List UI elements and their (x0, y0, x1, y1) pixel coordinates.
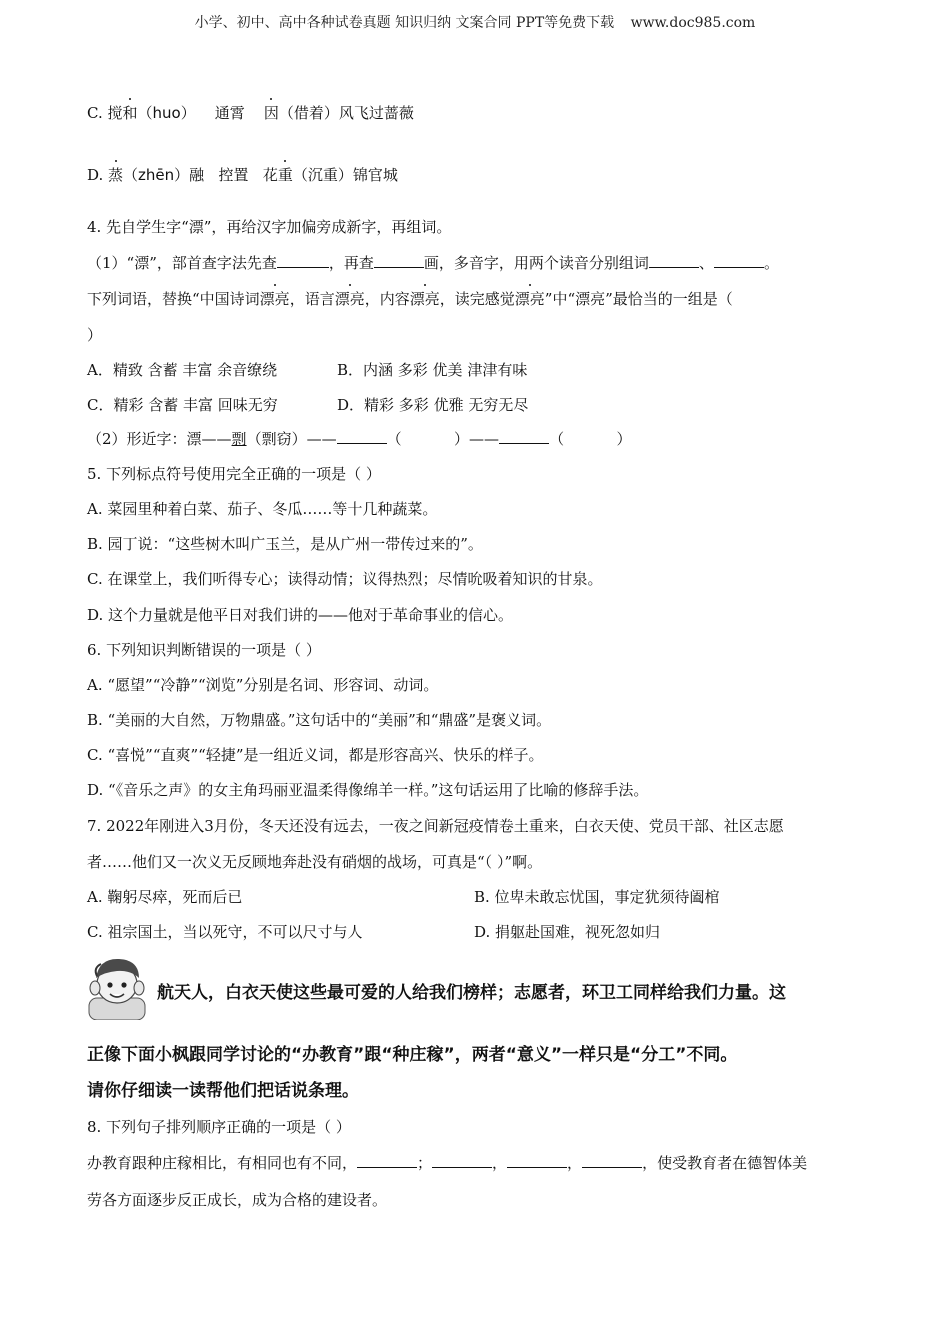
q6-option-c[interactable]: C. “喜悦”“直爽”“轻捷”是一组近义词，都是形容高兴、快乐的样子。 (87, 746, 544, 764)
q4-option-a[interactable]: A．精致 含蓄 丰富 余音缭绕 (87, 361, 278, 379)
q5-stem: 5. 下列标点符号使用完全正确的一项是（ ） (87, 465, 381, 483)
q4-option-d[interactable]: D．精彩 多彩 优雅 无穷无尽 (337, 396, 529, 414)
q5-option-a[interactable]: A. 菜园里种着白菜、茄子、冬瓜……等十几种蔬菜。 (87, 500, 438, 518)
q4-line2: 下列词语，替换“中国诗词漂亮，语言漂亮，内容漂亮，读完感觉漂亮”中“漂亮”最恰当的一组是（ (87, 290, 733, 308)
header-site-link[interactable]: www.doc985.com (630, 15, 756, 31)
answer-blank[interactable] (499, 429, 549, 444)
page-header (0, 12, 950, 32)
q4-option-b[interactable]: B．内涵 多彩 优美 津津有味 (337, 361, 528, 379)
q6-stem: 6. 下列知识判断错误的一项是（ ） (87, 641, 321, 659)
dotted-char: 和 (122, 104, 138, 122)
q7-option-d[interactable]: D. 捐躯赴国难，视死忽如归 (474, 923, 661, 941)
header-ad-text: 小学、初中、高中各种试卷真题 知识归纳 文案合同 PPT等免费下载 (194, 15, 615, 31)
q8-line2: 劳各方面逐步反正成长，成为合格的建设者。 (87, 1191, 388, 1209)
q6-option-a[interactable]: A. “愿望”“冷静”“浏览”分别是名词、形容词、动词。 (87, 676, 439, 694)
q3-option-d: D. 蒸（zhēn）融 控置 花重（沉重）锦官城 (87, 166, 398, 184)
answer-blank[interactable] (649, 253, 699, 268)
answer-blank[interactable] (432, 1153, 492, 1168)
q4-line3: ） (87, 326, 103, 344)
q7-stem-line2: 者……他们又一次义无反顾地奔赴没有硝烟的战场，可真是“（ ）”啊。 (87, 853, 543, 871)
q5-option-d[interactable]: D. 这个力量就是他平日对我们讲的——他对于革命事业的信心。 (87, 606, 514, 624)
answer-blank[interactable] (507, 1153, 567, 1168)
q6-option-d[interactable]: D. “《音乐之声》的女主角玛丽亚温柔得像绵羊一样。”这句话运用了比喻的修辞手法。 (87, 781, 649, 799)
q5-option-c[interactable]: C. 在课堂上，我们听得专心；读得动情；议得热烈；尽情吮吸着知识的甘泉。 (87, 570, 603, 588)
bubble-text-line3: 请你仔细读一读帮他们把话说条理。 (87, 1081, 359, 1101)
dotted-char: 蒸 (108, 166, 124, 184)
answer-blank[interactable] (277, 253, 329, 268)
q7-stem-line1: 7. 2022年刚进入3月份，冬天还没有远去，一夜之间新冠疫情卷土重来，白衣天使、党员干部、社区志愿 (87, 817, 784, 835)
q5-option-b[interactable]: B. 园丁说：“这些树木叫广玉兰，是从广州一带传过来的”。 (87, 535, 483, 553)
q8-line1: 办教育跟种庄稼相比，有相同也有不同， ； ， ， ，使受教育者在德智体美 (87, 1154, 808, 1172)
bubble-text-line2: 正像下面小枫跟同学讨论的“办教育”跟“种庄稼”，两者“意义”一样只是“分工”不同。 (87, 1045, 738, 1065)
answer-blank[interactable] (337, 429, 387, 444)
answer-blank[interactable] (582, 1153, 642, 1168)
dotted-char: 重 (277, 166, 293, 184)
q6-option-b[interactable]: B. “美丽的大自然，万物鼎盛。”这句话中的“美丽”和“鼎盛”是褒义词。 (87, 711, 552, 729)
answer-blank[interactable] (714, 253, 764, 268)
q4-stem: 4. 先自学生字“漂”，再给汉字加偏旁成新字，再组词。 (87, 218, 452, 236)
dotted-char: 因 (263, 104, 279, 122)
q4-option-c[interactable]: C．精彩 含蓄 丰富 回味无穷 (87, 396, 278, 414)
q7-option-b[interactable]: B. 位卑未敢忘忧国，事定犹须待阖棺 (474, 888, 720, 906)
q4-part2: （2）形近字：漂——剽（剽窃）—— （ ）—— （ ） (87, 430, 632, 448)
q8-stem: 8. 下列句子排列顺序正确的一项是（ ） (87, 1118, 351, 1136)
q7-option-a[interactable]: A. 鞠躬尽瘁，死而后已 (87, 888, 243, 906)
q4-part1: （1）“漂”，部首查字法先查 ，再查 画，多音字，用两个读音分别组词 、 。 (87, 254, 779, 272)
answer-blank[interactable] (374, 253, 424, 268)
cartoon-boy-avatar (87, 954, 147, 1020)
answer-blank[interactable] (357, 1153, 417, 1168)
q3-option-c: C. 搅和（huo） 通霄 因（借着）风飞过蔷薇 (87, 104, 414, 122)
bubble-text-line1: 航天人，白衣天使这些最可爱的人给我们榜样；志愿者，环卫工同样给我们力量。这 (157, 983, 786, 1003)
q7-option-c[interactable]: C. 祖宗国土，当以死守，不可以尺寸与人 (87, 923, 363, 941)
